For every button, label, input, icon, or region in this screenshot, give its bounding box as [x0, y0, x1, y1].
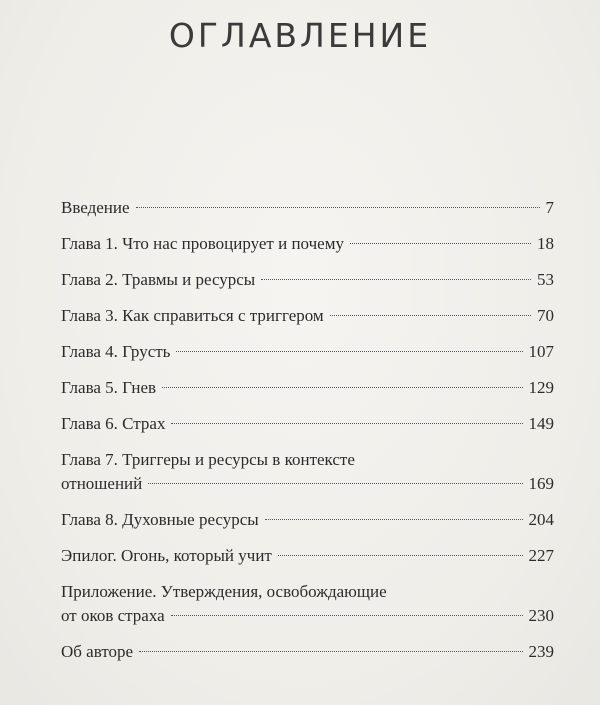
toc-entry-title: Эпилог. Огонь, который учит	[61, 546, 272, 565]
dot-leader	[139, 651, 522, 652]
toc-entry-page: 107	[528, 342, 554, 361]
toc-entry-title: Глава 3. Как справиться с триггером	[61, 306, 324, 325]
toc-entry-page: 18	[537, 234, 554, 253]
toc-entry-page: 149	[528, 414, 554, 433]
dot-leader	[278, 555, 523, 556]
toc-entry-chapter-2	[61, 262, 554, 298]
toc-entry-epilogue	[61, 538, 554, 574]
toc-entry-title: Глава 5. Гнев	[61, 378, 157, 397]
toc-entry-title-line-2: от оков страха	[61, 606, 165, 625]
toc-entry-chapter-5	[61, 370, 554, 406]
dot-leader	[162, 387, 522, 388]
toc-entry-about-author	[61, 634, 554, 670]
toc-entry-introduction	[61, 190, 554, 226]
dot-leader	[171, 615, 523, 616]
dot-leader	[136, 207, 540, 208]
toc-entry-appendix	[61, 580, 554, 628]
page-title: ОГЛАВЛЕНИЕ	[168, 16, 432, 55]
toc-entry-chapter-1	[61, 226, 554, 262]
toc-entry-title: Глава 2. Травмы и ресурсы	[61, 270, 256, 289]
toc-entry-title-line-2: отношений	[61, 474, 143, 493]
toc-entry-page: 129	[528, 378, 554, 397]
dot-leader	[176, 351, 522, 352]
toc-entry-title: Об авторе	[61, 642, 134, 661]
toc-entry-page: 70	[537, 306, 554, 325]
toc-entry-title: Глава 8. Духовные ресурсы	[61, 510, 259, 529]
dot-leader	[350, 243, 531, 244]
toc-entry-chapter-8	[61, 502, 554, 538]
toc-entry-page: 53	[537, 270, 554, 289]
toc-entry-page: 227	[528, 546, 554, 565]
toc-entry-title: Введение	[61, 198, 130, 217]
toc-entry-chapter-7	[61, 448, 554, 496]
toc-entry-title-line-1: Приложение. Утверждения, освобождающие	[61, 582, 387, 601]
toc-entry-title: Глава 1. Что нас провоцирует и почему	[61, 234, 344, 253]
dot-leader	[148, 483, 522, 484]
dot-leader	[171, 423, 522, 424]
toc-entry-page: 230	[528, 606, 554, 625]
toc-entry-chapter-3	[61, 298, 554, 334]
table-of-contents	[61, 190, 554, 670]
dot-leader	[261, 279, 531, 280]
toc-entry-chapter-6	[61, 406, 554, 442]
toc-entry-chapter-4	[61, 334, 554, 370]
toc-entry-title-line-1: Глава 7. Триггеры и ресурсы в контексте	[61, 450, 355, 469]
toc-entry-page: 204	[528, 510, 554, 529]
toc-entry-page: 7	[545, 198, 554, 217]
toc-entry-page: 169	[528, 474, 554, 493]
dot-leader	[265, 519, 523, 520]
toc-entry-title: Глава 4. Грусть	[61, 342, 171, 361]
dot-leader	[330, 315, 531, 316]
toc-entry-title: Глава 6. Страх	[61, 414, 166, 433]
toc-entry-page: 239	[528, 642, 554, 661]
